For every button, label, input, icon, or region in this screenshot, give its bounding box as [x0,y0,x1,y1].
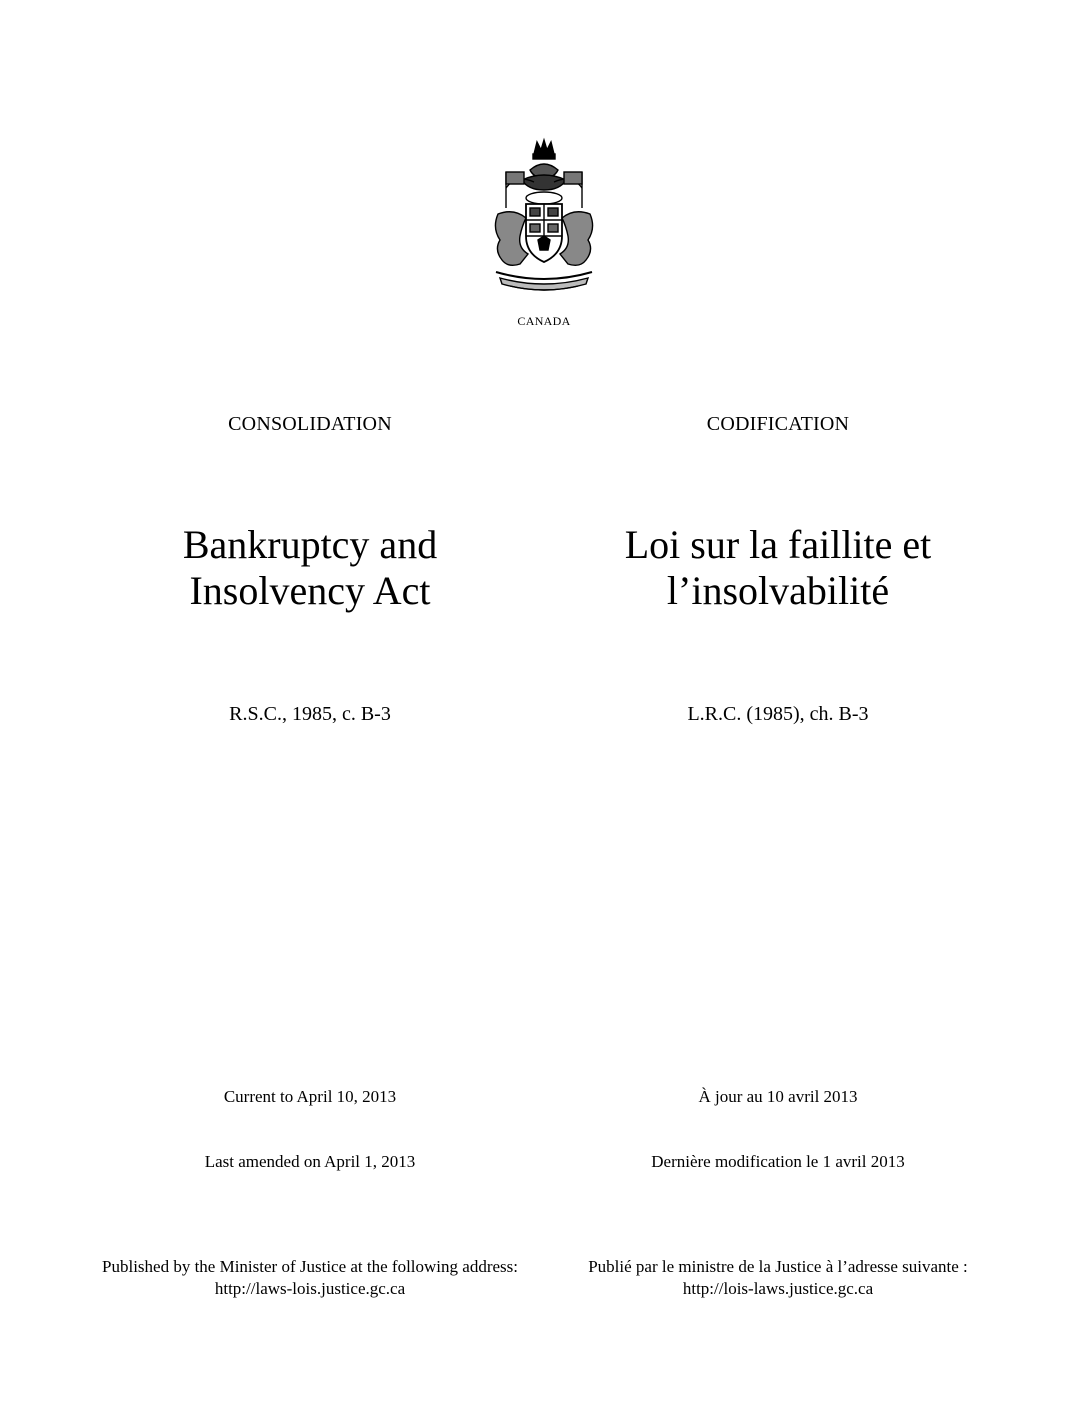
french-act-title [538,522,1018,614]
english-title-line-2: Insolvency Act [189,568,431,613]
french-website-url: http://lois-laws.justice.gc.ca [682,1279,874,1298]
english-act-title [70,522,550,614]
french-publisher-note [538,1256,1018,1300]
english-citation: R.S.C., 1985, c. B-3 [229,703,391,725]
consolidation-label: CONSOLIDATION [228,413,392,435]
english-publisher-text: Published by the Minister of Justice at the following address: [102,1257,518,1276]
english-last-amended: Last amended on April 1, 2013 [204,1152,416,1171]
english-current-date: Current to April 10, 2013 [223,1087,397,1106]
french-last-amended: Dernière modification le 1 avril 2013 [651,1152,905,1171]
french-current-date: À jour au 10 avril 2013 [698,1087,858,1106]
french-title-line-1: Loi sur la faillite et [624,522,932,567]
english-website-url: http://laws-lois.justice.gc.ca [214,1279,406,1298]
french-title-line-2: l’insolvabilité [666,568,890,613]
english-title-line-1: Bankruptcy and [182,522,438,567]
french-citation: L.R.C. (1985), ch. B-3 [687,703,869,725]
coat-of-arms-icon [486,136,602,296]
french-publisher-text: Publié par le ministre de la Justice à l’adresse suivante : [588,1257,968,1276]
english-publisher-note [70,1256,550,1300]
country-name: CANADA [517,314,571,328]
codification-label: CODIFICATION [706,413,850,435]
